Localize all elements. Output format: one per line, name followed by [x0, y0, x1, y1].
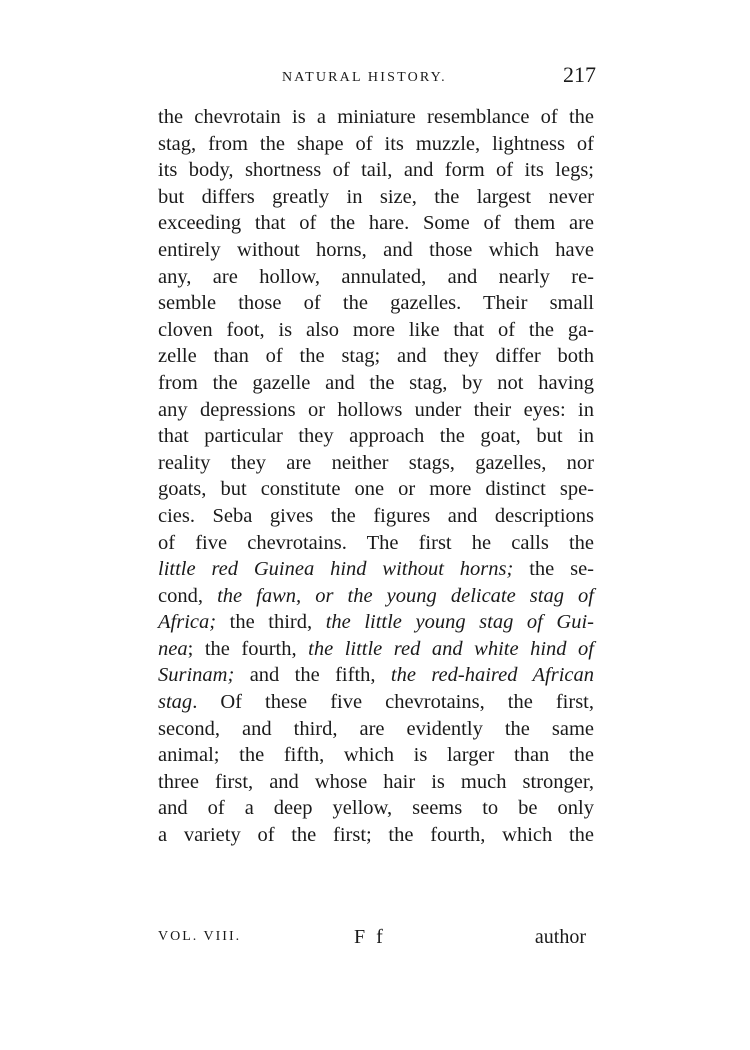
text-segment: and the fifth,: [249, 664, 391, 687]
text-segment: cloven foot, is also more like that of the ga-: [158, 318, 594, 341]
page-footer: [158, 926, 594, 956]
text-line: [158, 503, 594, 530]
text-segment: reality they are neither stags, gazelles, nor: [158, 451, 594, 474]
text-line: [158, 742, 594, 769]
text-line: [158, 157, 594, 184]
text-line: [158, 530, 594, 557]
text-segment: that particular they approach the goat, but in: [158, 425, 594, 448]
text-segment: any, are hollow, annulated, and nearly re-: [158, 265, 594, 288]
text-line: [158, 343, 594, 370]
catchword: author: [534, 926, 586, 948]
text-segment: entirely without horns, and those which have: [158, 238, 594, 261]
text-segment: but differs greatly in size, the largest never: [158, 185, 594, 208]
text-line: [158, 210, 594, 237]
text-line: [158, 476, 594, 503]
text-line: [158, 769, 594, 796]
text-segment: second, and third, are evidently the same: [158, 717, 594, 740]
text-segment: the chevrotain is a miniature resemblance of the: [158, 106, 594, 128]
text-segment: its body, shortness of tail, and form of its legs;: [158, 159, 594, 182]
italic-text: the little young stag of Gui-: [325, 611, 594, 634]
text-line: [158, 290, 594, 317]
text-segment: ; the fourth,: [187, 637, 309, 660]
text-segment: . Of these five chevrotains, the first,: [192, 691, 594, 714]
text-segment: the third,: [229, 611, 326, 634]
italic-text: the little red and white hind of: [308, 637, 594, 660]
text-line: [158, 795, 594, 822]
text-line: [158, 131, 594, 158]
italic-text: the fawn, or the young delicate stag of: [217, 584, 594, 607]
text-line: [158, 689, 594, 716]
running-title: NATURAL HISTORY.: [282, 70, 447, 85]
text-segment: semble those of the gazelles. Their small: [158, 292, 594, 315]
italic-text: nea: [158, 637, 188, 660]
text-line: [158, 716, 594, 743]
text-line: [158, 450, 594, 477]
text-segment: a variety of the first; the fourth, which the: [158, 824, 594, 847]
text-segment: exceeding that of the hare. Some of them are: [158, 212, 594, 235]
text-line: [158, 397, 594, 424]
italic-text: Surinam;: [158, 664, 250, 687]
text-segment: three first, and whose hair is much stronger,: [158, 770, 594, 793]
text-segment: cond,: [158, 584, 218, 607]
italic-text: stag: [158, 691, 193, 714]
text-line: [158, 636, 594, 663]
text-line: [158, 370, 594, 397]
volume-label: VOL. VIII.: [158, 929, 242, 944]
text-segment: any depressions or hollows under their eyes: in: [158, 398, 594, 421]
text-line: [158, 822, 594, 849]
text-segment: goats, but constitute one or more distinct spe-: [158, 478, 594, 501]
text-segment: cies. Seba gives the figures and descriptions: [158, 504, 594, 527]
text-line: [158, 264, 594, 291]
text-line: [158, 423, 594, 450]
text-segment: animal; the fifth, which is larger than the: [158, 744, 594, 767]
text-segment: stag, from the shape of its muzzle, lightness of: [158, 132, 594, 155]
page-number: 217: [563, 62, 596, 87]
text-line: [158, 184, 594, 211]
italic-text: Africa;: [158, 611, 230, 634]
text-line: [158, 104, 594, 131]
text-line: [158, 317, 594, 344]
text-segment: zelle than of the stag; and they differ both: [158, 345, 594, 368]
text-segment: of five chevrotains. The first he calls the: [158, 531, 594, 554]
text-line: [158, 662, 594, 689]
italic-text: little red Guinea hind without horns;: [158, 558, 530, 581]
text-segment: from the gazelle and the stag, by not having: [158, 371, 594, 394]
text-line: [158, 609, 594, 636]
text-line: [158, 583, 594, 610]
signature-mark: F f: [354, 926, 386, 948]
text-line: [158, 556, 594, 583]
text-line: [158, 237, 594, 264]
body-text: [158, 104, 594, 849]
text-segment: the se-: [529, 558, 595, 581]
running-head: [160, 62, 600, 96]
text-segment: and of a deep yellow, seems to be only: [158, 797, 594, 820]
italic-text: the red-haired African: [390, 664, 594, 687]
